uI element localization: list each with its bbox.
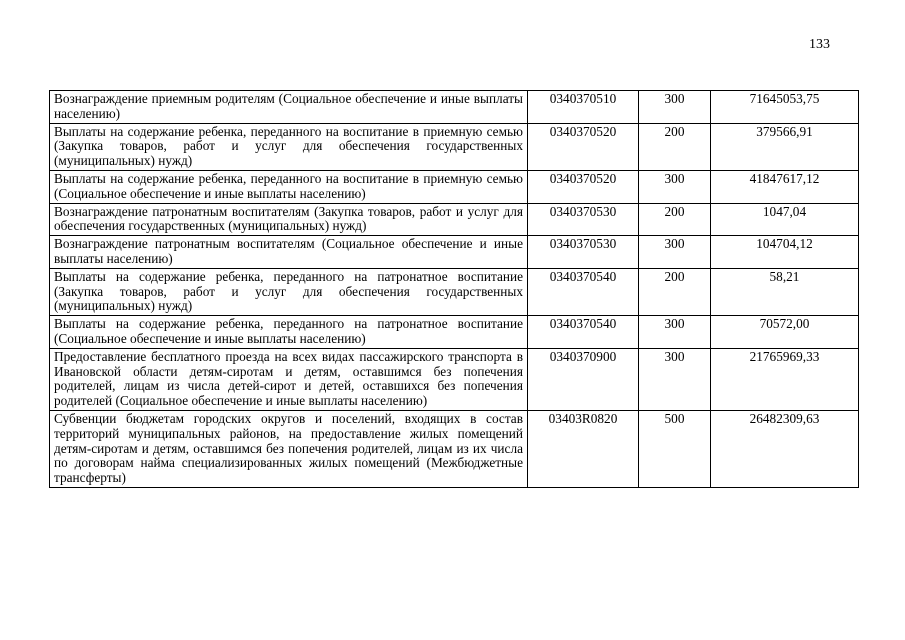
expense-type-code: 300 xyxy=(639,170,711,203)
expense-name: Вознаграждение приемным родителям (Социальное обеспечение и иные выплаты населению) xyxy=(50,91,528,124)
table-row xyxy=(50,410,859,487)
table-row xyxy=(50,203,859,236)
target-article-code: 0340370510 xyxy=(528,91,639,124)
amount: 379566,91 xyxy=(711,123,859,170)
amount: 1047,04 xyxy=(711,203,859,236)
target-article-code: 0340370520 xyxy=(528,123,639,170)
target-article-code: 0340370520 xyxy=(528,170,639,203)
expense-type-code: 200 xyxy=(639,268,711,315)
amount: 41847617,12 xyxy=(711,170,859,203)
expense-name: Вознаграждение патронатным воспитателям (Социальное обеспечение и иные выплаты населению) xyxy=(50,236,528,269)
target-article-code: 03403R0820 xyxy=(528,410,639,487)
expense-name: Вознаграждение патронатным воспитателям (Закупка товаров, работ и услуг для обеспечения государственных (муниципальных) нужд) xyxy=(50,203,528,236)
target-article-code: 0340370530 xyxy=(528,203,639,236)
budget-table xyxy=(49,90,859,488)
expense-type-code: 300 xyxy=(639,236,711,269)
expense-type-code: 300 xyxy=(639,348,711,410)
expense-name: Выплаты на содержание ребенка, переданного на патронатное воспитание (Закупка товаров, работ и услуг для обеспечения государственных (муниципальных) нужд) xyxy=(50,268,528,315)
table-row xyxy=(50,91,859,124)
expense-name: Выплаты на содержание ребенка, переданного на воспитание в приемную семью (Закупка товаров, работ и услуг для обеспечения государственных (муниципальных) нужд) xyxy=(50,123,528,170)
table-row xyxy=(50,170,859,203)
amount: 71645053,75 xyxy=(711,91,859,124)
table-row xyxy=(50,123,859,170)
expense-name: Предоставление бесплатного проезда на всех видах пассажирского транспорта в Ивановской области детям-сиротам и детям, оставшимся без попечения родителей, лицам из числа детей-сирот и детей, оставшихся без попечения родителей (Социальное обеспечение и иные выплаты населению) xyxy=(50,348,528,410)
target-article-code: 0340370530 xyxy=(528,236,639,269)
expense-type-code: 300 xyxy=(639,91,711,124)
expense-name: Выплаты на содержание ребенка, переданного на воспитание в приемную семью (Социальное обеспечение и иные выплаты населению) xyxy=(50,170,528,203)
target-article-code: 0340370540 xyxy=(528,316,639,349)
expense-type-code: 300 xyxy=(639,316,711,349)
table-row xyxy=(50,236,859,269)
target-article-code: 0340370900 xyxy=(528,348,639,410)
expense-type-code: 200 xyxy=(639,123,711,170)
amount: 26482309,63 xyxy=(711,410,859,487)
table-row xyxy=(50,316,859,349)
amount: 58,21 xyxy=(711,268,859,315)
amount: 21765969,33 xyxy=(711,348,859,410)
expense-type-code: 500 xyxy=(639,410,711,487)
table-row xyxy=(50,268,859,315)
amount: 104704,12 xyxy=(711,236,859,269)
expense-type-code: 200 xyxy=(639,203,711,236)
expense-name: Выплаты на содержание ребенка, переданного на патронатное воспитание (Социальное обеспечение и иные выплаты населению) xyxy=(50,316,528,349)
table-row xyxy=(50,348,859,410)
expense-name: Субвенции бюджетам городских округов и поселений, входящих в состав территорий муниципальных районов, на предоставление жилых помещений детям-сиротам и детям, оставшимся без попечения родителей, лицам из их числа по договорам найма специализированных жилых помещений (Межбюджетные трансферты) xyxy=(50,410,528,487)
amount: 70572,00 xyxy=(711,316,859,349)
target-article-code: 0340370540 xyxy=(528,268,639,315)
page-number: 133 xyxy=(809,37,830,52)
